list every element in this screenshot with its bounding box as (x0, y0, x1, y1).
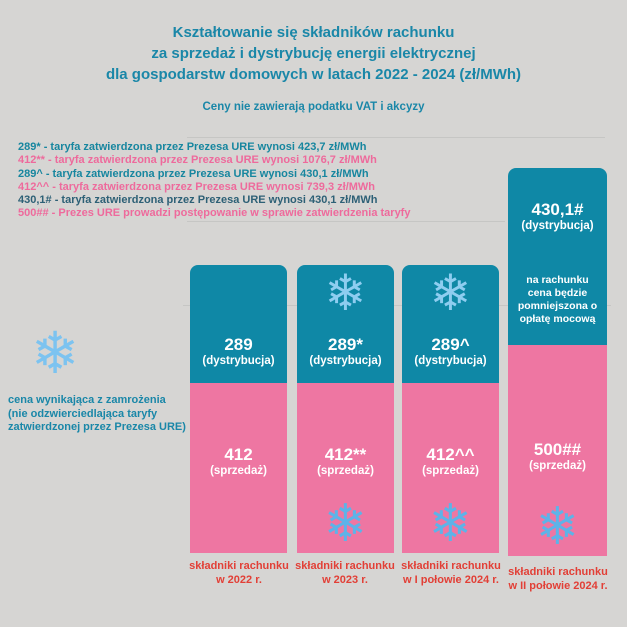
distribution-label: (dystrybucja) (202, 355, 275, 367)
title-line: dla gospodarstw domowych w latach 2022 - 2024 (zł/MWh) (105, 66, 522, 83)
segment-text (190, 445, 287, 479)
gridline (187, 221, 505, 222)
axis-label-line: w II połowie 2024 r. (508, 579, 608, 592)
bar-2024h1-distribution-segment (402, 265, 499, 383)
bar-2024h2-sale-segment (508, 345, 607, 556)
axis-label-line: w 2023 r. (322, 573, 368, 586)
bar-2024h2-distribution-segment (508, 168, 607, 345)
bar-2022-distribution-segment (190, 265, 287, 383)
axis-label-line: składniki rachunku (189, 560, 289, 572)
segment-text (508, 200, 607, 234)
segment-text (190, 335, 287, 369)
legend-item-412caretcaret: 412^^ - taryfa zatwierdzona przez Prezesa URE wynosi 739,3 zł/MWh (18, 180, 376, 193)
title-line: za sprzedaż i dystrybucję energii elektrycznej (151, 45, 476, 62)
frozen-price-note-line: cena wynikająca z zamrożenia (8, 394, 166, 406)
snowflake-icon: ❄ (324, 264, 367, 322)
bar-2023-sale-segment (297, 383, 394, 553)
capacity-fee-note: na rachunku cena będzie pomniejszona o opłatę mocową (517, 274, 598, 325)
sale-value: 412^^ (426, 445, 475, 464)
distribution-label: (dystrybucja) (521, 220, 594, 232)
distribution-value: 289* (328, 335, 363, 354)
segment-text (297, 335, 394, 369)
axis-label-line: w 2022 r. (216, 573, 262, 586)
segment-text (508, 440, 607, 474)
snowflake-icon: ❄ (428, 494, 473, 554)
axis-label-line: w I połowie 2024 r. (403, 573, 499, 586)
page-title (0, 22, 627, 85)
axis-label-2024h2 (490, 566, 626, 593)
distribution-label: (dystrybucja) (414, 355, 487, 367)
legend-item-289star: 289* - taryfa zatwierdzona przez Prezesa URE wynosi 423,7 zł/MWh (18, 141, 367, 153)
snowflake-icon: ❄ (30, 319, 80, 387)
sale-value: 412** (324, 445, 367, 464)
sale-value: 500## (533, 440, 582, 459)
bar-2022-sale-segment (190, 383, 287, 553)
distribution-label: (dystrybucja) (309, 355, 382, 367)
axis-label-line: składniki rachunku (401, 560, 501, 572)
axis-label-line: składniki rachunku (508, 566, 608, 578)
sale-value: 412 (224, 445, 253, 464)
segment-text (297, 445, 394, 479)
sale-label: (sprzedaż) (422, 465, 479, 477)
snowflake-icon: ❄ (429, 264, 472, 322)
title-line: Kształtowanie się składników rachunku (172, 24, 455, 41)
segment-text (402, 335, 499, 369)
distribution-value: 430,1# (531, 200, 584, 219)
sale-label: (sprzedaż) (529, 460, 586, 472)
frozen-price-note (8, 394, 203, 435)
frozen-price-note-line: zatwierdzonej przez Prezesa URE) (8, 421, 186, 433)
distribution-value: 289^ (431, 335, 470, 354)
snowflake-icon: ❄ (323, 494, 368, 554)
legend-item-289caret: 289^ - taryfa zatwierdzona przez Prezesa URE wynosi 430,1 zł/MWh (18, 167, 369, 180)
segment-text (402, 445, 499, 479)
bar-2024h1-sale-segment (402, 383, 499, 553)
subtitle-vat-note: Ceny nie zawierają podatku VAT i akcyzy (202, 101, 425, 113)
distribution-value: 289 (224, 335, 253, 354)
bar-2023-distribution-segment (297, 265, 394, 383)
sale-label: (sprzedaż) (317, 465, 374, 477)
frozen-price-note-line: (nie odzwierciedlająca taryfy (8, 407, 158, 420)
legend-item-430-hash: 430,1# - taryfa zatwierdzona przez Prezesa URE wynosi 430,1 zł/MWh (18, 194, 378, 207)
axis-label-line: składniki rachunku (295, 560, 395, 572)
tariff-legend (18, 141, 410, 221)
gridline (187, 137, 605, 138)
legend-item-500-hashhash: 500## - Prezes URE prowadzi postępowanie w sprawie zatwierdzenia taryfy (18, 207, 411, 220)
legend-item-412starstar: 412** - taryfa zatwierdzona przez Prezesa URE wynosi 1076,7 zł/MWh (18, 154, 377, 167)
snowflake-icon: ❄ (535, 497, 580, 557)
sale-label: (sprzedaż) (210, 465, 267, 477)
